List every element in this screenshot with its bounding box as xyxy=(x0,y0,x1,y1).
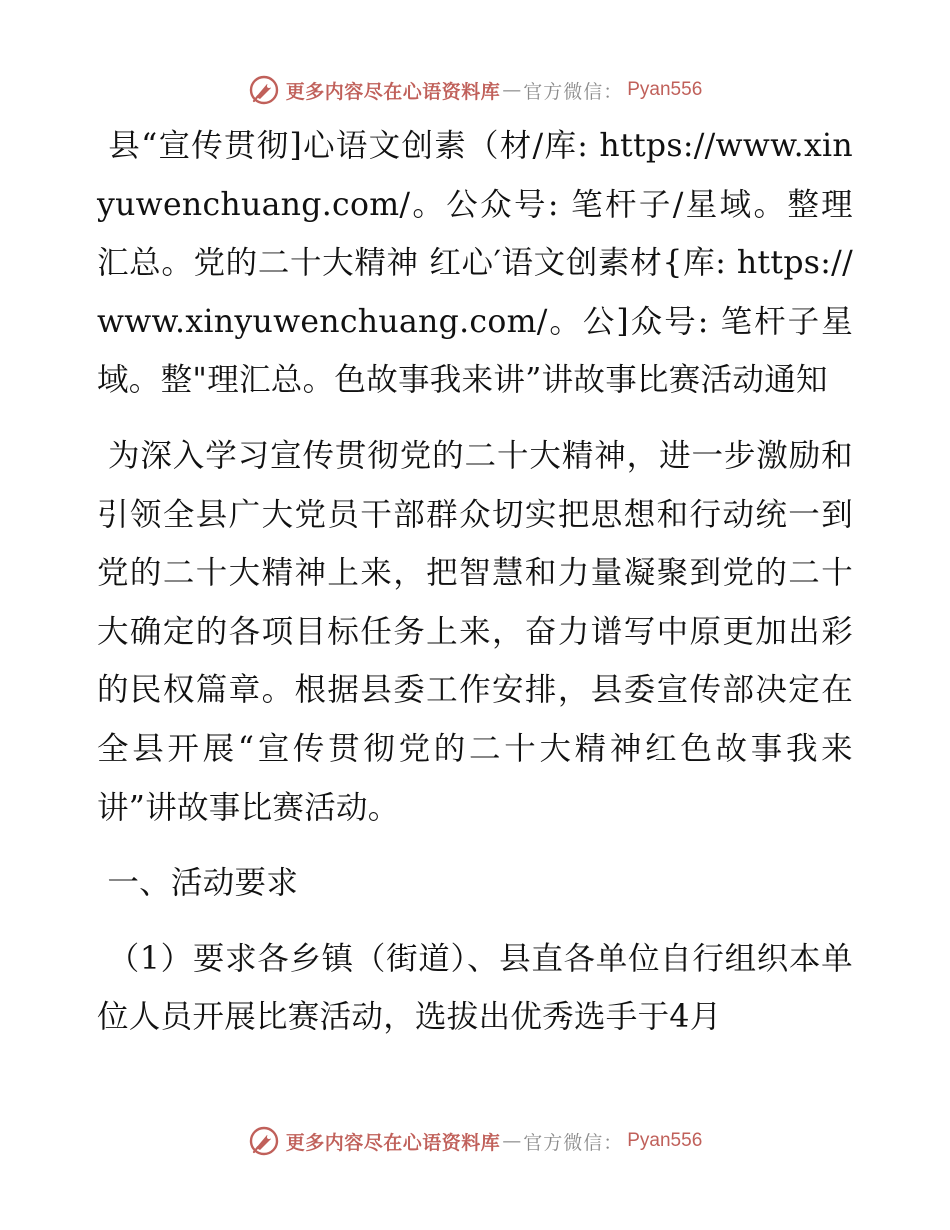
header-banner xyxy=(0,70,950,110)
banner-wechat-id: Pyan556 xyxy=(627,1130,703,1151)
banner-dash: — xyxy=(502,1130,522,1152)
footer-banner xyxy=(0,1121,950,1161)
intro-paragraph: 为深入学习宣传贯彻党的二十大精神，进一步激励和引领全县广大党员干部群众切实把思想和行动统一到党的二十大精神上来，把智慧和力量凝聚到党的二十大确定的各项目标任务上来，奋力谱写中原更加出彩的民权篇章。根据县委工作安排，县委宣传部决定在全县开展“宣传贯彻党的二十大精神红色故事我来讲”讲故事比赛活动。 xyxy=(97,437,853,826)
banner-main-text: 更多内容尽在心语资料库 xyxy=(285,80,501,103)
document-body xyxy=(97,117,853,1047)
requirement-item-1: （1）要求各乡镇（街道）、县直各单位自行组织本单位人员开展比赛活动，选拔出优秀选手于4月 xyxy=(97,940,853,1036)
banner-official-label: 官方微信： xyxy=(523,1131,624,1154)
pen-nib-logo-icon xyxy=(248,74,280,106)
pen-nib-logo-icon xyxy=(248,1125,280,1157)
banner-official-label: 官方微信： xyxy=(523,80,624,103)
banner-wechat-id: Pyan556 xyxy=(627,79,703,100)
banner-main-text: 更多内容尽在心语资料库 xyxy=(285,1131,501,1154)
banner-dash: — xyxy=(502,79,522,101)
section-heading-activity-requirements: 一、活动要求 xyxy=(97,865,299,902)
document-title: 县“宣传贯彻]心语文创素（材/库: https://www.xinyuwenchuang.com/。公众号: 笔杆子/星域。整理汇总。党的二十大精神 红心′语文创素材{库: https://www.xinyuwenchuang.com/。公]众号: 笔杆子星域。整"理汇总。色故事我来讲”讲故事比赛活动通知 xyxy=(97,128,853,399)
